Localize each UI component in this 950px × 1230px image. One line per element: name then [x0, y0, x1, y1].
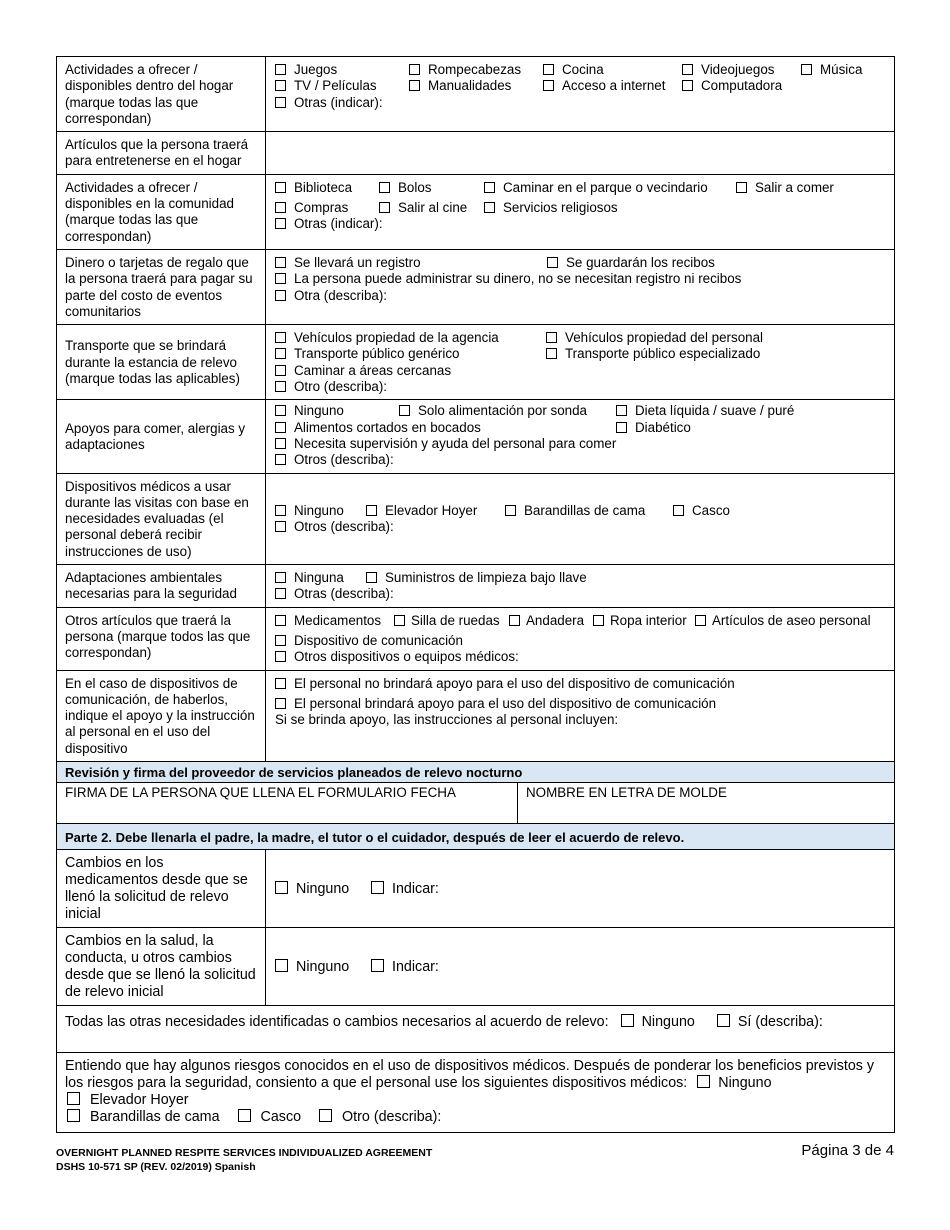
row-home-activities: [57, 57, 895, 132]
checkbox[interactable]: [275, 678, 286, 689]
option-label: Caminar a áreas cercanas: [294, 362, 452, 378]
checkbox[interactable]: [319, 1109, 332, 1122]
option-label: Solo alimentación por sonda: [418, 403, 587, 419]
checkbox[interactable]: [275, 635, 286, 646]
option-label: Otros (describa):: [294, 519, 394, 535]
signature-row: [57, 782, 895, 823]
checkbox[interactable]: [275, 97, 286, 108]
checkbox[interactable]: [275, 202, 286, 213]
options-eating: [266, 400, 895, 473]
option-label: Dieta líquida / suave / puré: [635, 403, 795, 419]
checkbox[interactable]: [509, 615, 520, 626]
label-meds-changes: Cambios en los medicamentos desde que se llenó la solicitud de relevo inicial: [57, 849, 266, 927]
label-comm-devices: En el caso de dispositivos de comunicación, de haberlos, indique el apoyo y la instrucción al personal en el uso del dispositivo: [57, 670, 266, 761]
option-label: Cocina: [562, 62, 604, 77]
checkbox[interactable]: [275, 218, 286, 229]
checkbox[interactable]: [275, 348, 286, 359]
consent-cell: [57, 1052, 895, 1132]
row-health-changes: [57, 927, 895, 1005]
row-transport: [57, 325, 895, 400]
label-home-activities: Actividades a ofrecer / disponibles dentro del hogar (marque todas las que correspondan): [57, 57, 266, 132]
option-label: Diabético: [635, 419, 691, 435]
footer-form-number: DSHS 10-571 SP (REV. 02/2019) Spanish: [56, 1161, 256, 1173]
page-number: Página 3 de 4: [801, 1142, 894, 1159]
option-label: Música: [820, 62, 863, 77]
option-label: Computadora: [701, 78, 783, 94]
consent-text: Entiendo que hay algunos riesgos conocidos en el uso de dispositivos médicos. Después de ponderar los beneficios previstos y los riesgos para la seguridad, consiento a que el personal use los siguientes dispositivos médicos:: [65, 1057, 875, 1091]
option-label: Otras (describa):: [294, 586, 394, 602]
checkbox[interactable]: [275, 80, 286, 91]
option-label: Sí (describa):: [737, 1013, 823, 1030]
option-label: Indicar:: [392, 880, 439, 897]
option-label: TV / Películas: [294, 78, 377, 94]
option-label: Medicamentos: [294, 612, 382, 628]
option-label: Barandillas de cama: [90, 1108, 220, 1125]
checkbox[interactable]: [366, 505, 377, 516]
option-label: Artículos de aseo personal: [712, 612, 871, 628]
checkbox[interactable]: [543, 80, 554, 91]
row-other-needs: [57, 1005, 895, 1052]
checkbox[interactable]: [275, 454, 286, 465]
option-label: Otro (describa):: [342, 1108, 442, 1125]
form-page: [56, 56, 894, 1133]
checkbox[interactable]: [736, 182, 747, 193]
options-environment: [266, 565, 895, 608]
checkbox[interactable]: [238, 1109, 251, 1122]
checkbox[interactable]: [379, 202, 390, 213]
option-label: La persona puede administrar su dinero, no se necesitan registro ni recibos: [294, 271, 742, 287]
checkbox[interactable]: [67, 1092, 80, 1105]
checkbox[interactable]: [275, 651, 286, 662]
label-transport: Transporte que se brindará durante la estancia de relevo (marque todas las aplicables): [57, 325, 266, 400]
row-meds-changes: [57, 849, 895, 927]
option-label: Rompecabezas: [428, 62, 522, 77]
checkbox[interactable]: [275, 588, 286, 599]
checkbox[interactable]: [593, 615, 604, 626]
option-label: Salir al cine: [398, 200, 468, 216]
option-label: Transporte público genérico: [294, 346, 460, 362]
row-money: [57, 249, 895, 324]
checkbox[interactable]: [409, 80, 420, 91]
checkbox[interactable]: [543, 64, 554, 75]
checkbox[interactable]: [275, 290, 286, 301]
checkbox[interactable]: [484, 202, 495, 213]
checkbox[interactable]: [682, 64, 693, 75]
option-label: Dispositivo de comunicación: [294, 632, 463, 648]
options-devices: [266, 473, 895, 564]
other-needs-cell: [57, 1005, 895, 1052]
checkbox[interactable]: [394, 615, 405, 626]
checkbox[interactable]: [275, 332, 286, 343]
options-other-items: [266, 607, 895, 670]
row-items-bring: [57, 132, 895, 175]
signature-field[interactable]: [57, 782, 518, 823]
option-label: Otros (describa):: [294, 452, 394, 468]
checkbox[interactable]: [371, 881, 384, 894]
option-label: Se llevará un registro: [294, 254, 421, 270]
print-name-field[interactable]: [518, 782, 895, 823]
checkbox[interactable]: [801, 64, 812, 75]
label-eating: Apoyos para comer, alergias y adaptaciones: [57, 400, 266, 473]
options-community-activities: [266, 174, 895, 249]
checkbox[interactable]: [366, 572, 377, 583]
checkbox[interactable]: [484, 182, 495, 193]
checkbox[interactable]: [275, 572, 286, 583]
option-label: El personal brindará apoyo para el uso del dispositivo de comunicación: [294, 695, 717, 711]
checkbox[interactable]: [275, 381, 286, 392]
options-comm-devices: [266, 670, 895, 761]
option-label: Otros dispositivos o equipos médicos:: [294, 649, 519, 665]
footer-title: OVERNIGHT PLANNED RESPITE SERVICES INDIVIDUALIZED AGREEMENT: [56, 1147, 433, 1159]
option-label: Alimentos cortados en bocados: [294, 419, 481, 435]
option-label: Juegos: [294, 62, 338, 77]
option-label: El personal no brindará apoyo para el uso del dispositivo de comunicación: [294, 675, 735, 691]
checkbox[interactable]: [546, 348, 557, 359]
agreement-table: [56, 56, 895, 1133]
checkbox[interactable]: [67, 1109, 80, 1122]
checkbox[interactable]: [547, 257, 558, 268]
row-eating: [57, 400, 895, 473]
checkbox[interactable]: [275, 422, 286, 433]
row-environment: [57, 565, 895, 608]
option-label: Ninguno: [718, 1074, 772, 1091]
checkbox[interactable]: [399, 405, 410, 416]
option-label: Elevador Hoyer: [90, 1091, 189, 1108]
other-needs-text: Todas las otras necesidades identificadas o cambios necesarios al acuerdo de relevo:: [65, 1013, 609, 1030]
option-label: Otra (describa):: [294, 287, 388, 303]
checkbox[interactable]: [275, 615, 286, 626]
footer-form-info: [56, 1146, 432, 1174]
option-label: Compras: [294, 200, 349, 216]
option-label: Ninguno: [294, 502, 344, 518]
options-health-changes: [266, 927, 895, 1005]
signature-label: FIRMA DE LA PERSONA QUE LLENA EL FORMULARIO FECHA: [65, 784, 456, 800]
option-label: Ninguno: [296, 880, 350, 897]
part2-header: Parte 2. Debe llenarla el padre, la madre, el tutor o el cuidador, después de leer el acuerdo de relevo.: [57, 823, 895, 849]
option-label: Necesita supervisión y ayuda del personal para comer: [294, 435, 617, 451]
part2-header-row: [57, 823, 895, 849]
checkbox[interactable]: [379, 182, 390, 193]
checkbox[interactable]: [275, 698, 286, 709]
checkbox[interactable]: [371, 959, 384, 972]
option-label: Servicios religiosos: [503, 200, 618, 216]
checkbox[interactable]: [275, 182, 286, 193]
checkbox[interactable]: [409, 64, 420, 75]
print-name-label: NOMBRE EN LETRA DE MOLDE: [526, 784, 727, 800]
checkbox[interactable]: [275, 405, 286, 416]
checkbox[interactable]: [275, 365, 286, 376]
option-label: Ropa interior: [610, 612, 687, 628]
checkbox[interactable]: [275, 273, 286, 284]
option-label: Acceso a internet: [562, 78, 666, 94]
option-label: Caminar en el parque o vecindario: [503, 179, 708, 195]
option-label: Ninguno: [294, 403, 344, 419]
option-label: Andadera: [526, 612, 585, 628]
checkbox[interactable]: [621, 1014, 634, 1027]
row-comm-devices: [57, 670, 895, 761]
option-label: Otras (indicar):: [294, 94, 383, 110]
row-consent: [57, 1052, 895, 1132]
options-money: [266, 249, 895, 324]
option-label: Manualidades: [428, 78, 512, 94]
option-label: Vehículos propiedad del personal: [565, 330, 764, 346]
row-community-activities: [57, 174, 895, 249]
checkbox[interactable]: [682, 80, 693, 91]
review-header: Revisión y firma del proveedor de servicios planeados de relevo nocturno: [57, 761, 895, 782]
label-environment: Adaptaciones ambientales necesarias para la seguridad: [57, 565, 266, 608]
row-devices: [57, 473, 895, 564]
option-label: Videojuegos: [701, 62, 775, 77]
checkbox[interactable]: [275, 438, 286, 449]
option-label: Otro (describa):: [294, 379, 388, 395]
input-items-bring[interactable]: [266, 132, 895, 175]
checkbox[interactable]: [546, 332, 557, 343]
checkbox[interactable]: [275, 64, 286, 75]
checkbox[interactable]: [673, 505, 684, 516]
label-devices: Dispositivos médicos a usar durante las visitas con base en necesidades evaluadas (el personal deberá recibir instrucciones de uso): [57, 473, 266, 564]
checkbox[interactable]: [616, 422, 627, 433]
checkbox[interactable]: [275, 521, 286, 532]
review-header-row: [57, 761, 895, 782]
option-label: Salir a comer: [755, 179, 834, 195]
option-label: Suministros de limpieza bajo llave: [385, 570, 587, 586]
options-home-activities: [266, 57, 895, 132]
option-label: Vehículos propiedad de la agencia: [294, 330, 499, 346]
option-label: Indicar:: [392, 958, 439, 975]
label-community-activities: Actividades a ofrecer / disponibles en la comunidad (marque todas las que correspondan): [57, 174, 266, 249]
label-health-changes: Cambios en la salud, la conducta, u otros cambios desde que se llenó la solicitud de relevo inicial: [57, 927, 266, 1005]
checkbox[interactable]: [275, 881, 288, 894]
option-label: Ninguno: [296, 958, 350, 975]
option-label: Silla de ruedas: [411, 612, 500, 628]
option-label: Casco: [260, 1108, 302, 1125]
checkbox[interactable]: [695, 615, 706, 626]
comm-devices-note: Si se brinda apoyo, las instrucciones al personal incluyen:: [275, 712, 619, 728]
option-label: Biblioteca: [294, 179, 353, 195]
checkbox[interactable]: [717, 1014, 730, 1027]
label-other-items: Otros artículos que traerá la persona (marque todos las que correspondan): [57, 607, 266, 670]
option-label: Barandillas de cama: [524, 502, 646, 518]
checkbox[interactable]: [697, 1075, 710, 1088]
options-meds-changes: [266, 849, 895, 927]
checkbox[interactable]: [505, 505, 516, 516]
checkbox[interactable]: [275, 257, 286, 268]
option-label: Bolos: [398, 179, 432, 195]
row-other-items: [57, 607, 895, 670]
option-label: Ninguno: [641, 1013, 695, 1030]
option-label: Elevador Hoyer: [385, 502, 478, 518]
option-label: Se guardarán los recibos: [566, 254, 715, 270]
checkbox[interactable]: [616, 405, 627, 416]
option-label: Casco: [692, 502, 730, 518]
option-label: Transporte público especializado: [565, 346, 761, 362]
option-label: Otras (indicar):: [294, 216, 383, 232]
option-label: Ninguna: [294, 570, 344, 586]
label-money: Dinero o tarjetas de regalo que la persona traerá para pagar su parte del costo de eventos comunitarios: [57, 249, 266, 324]
label-items-bring: Artículos que la persona traerá para entretenerse en el hogar: [57, 132, 266, 175]
checkbox[interactable]: [275, 505, 286, 516]
checkbox[interactable]: [275, 959, 288, 972]
options-transport: [266, 325, 895, 400]
